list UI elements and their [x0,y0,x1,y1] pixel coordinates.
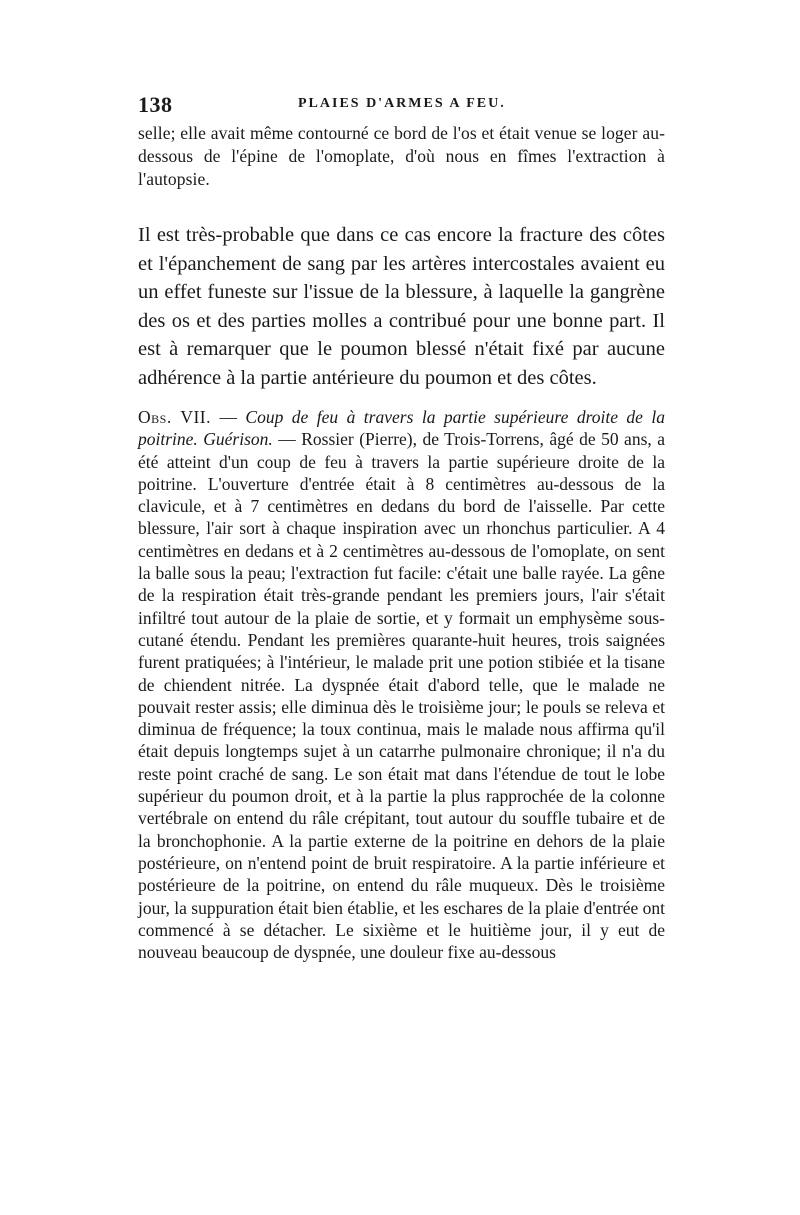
paragraph-commentary: Il est très-probable que dans ce cas encore la fracture des côtes et l'épanchement de sang par les artères intercostales avaient eu un effet funeste sur l'issue de la blessure, à laquelle la gangrène des os et des parties molles a contribué pour une bonne part. Il est à remarquer que le poumon blessé n'était fixé par aucune adhérence à la partie antérieure du poumon et des côtes. [138,224,665,389]
observation-dash: — [272,429,302,450]
observation-text: Rossier (Pierre), de Trois-Torrens, âgé de 50 ans, a été atteint d'un coup de feu à travers la partie supérieure droite de la poitrine. L'ouverture d'entrée était à 8 centimètres au-dessous de la clavicule, et à 7 centimètres en dedans du bord de l'aisselle. Par cette blessure, l'air sort à chaque inspiration avec un rhonchus particulier. A 4 centimètres en dedans et à 2 centimètres au-dessous de l'omoplate, on sent la balle sous la peau; l'extraction fut facile: c'était une balle rayée. La gêne de la respiration était très-grande pendant les premiers jours, l'air s'était infiltré tout autour de la plaie de sortie, et y formait un emphysème sous-cutané étendu. Pendant les premières quarante-huit heures, trois saignées furent pratiquées; à l'intérieur, le malade prit une potion stibiée et la tisane de chiendent nitrée. La dyspnée était d'abord telle, que le malade ne pouvait rester assis; elle diminua dès le troisième jour; le pouls se releva et diminua de fréquence; la toux continua, mais le malade nous affirma qu'il était depuis longtemps sujet à un catarrhe pulmonaire chronique; il n'a du reste point craché de sang. Le son était mat dans l'étendue de tout le lobe supérieur du poumon droit, et à la partie la plus rapprochée de la colonne vertébrale on entend du râle crépitant, tout autour du souffle tubaire et de la bronchophonie. A la partie externe de la poitrine en dehors de la plaie postérieure, on n'entend point de bruit respiratoire. A la partie inférieure et postérieure de la poitrine, on entend du râle muqueux. Dès le troisième jour, la suppuration était bien établie, et les eschares de la plaie d'entrée ont commencé à se détacher. Le sixième et le huitième jour, il y eut de nouveau beaucoup de dyspnée, une douleur fixe au-dessous [138,429,665,963]
book-page [138,92,665,963]
observation-paragraph [138,406,665,963]
running-head [138,92,665,122]
paragraph-continued: selle; elle avait même contourné ce bord de l'os et était venue se loger au-dessous de l'épine de l'omoplate, d'où nous en fîmes l'extraction à l'autopsie. [138,123,665,189]
observation-title: Coup de feu à travers la partie supérieure droite de la poitrine. Guérison. [138,407,666,450]
observation-dash: — [211,407,246,427]
observation-label: Obs. VII. [138,407,211,427]
page-number: 138 [138,92,173,117]
running-title: PLAIES D'ARMES A FEU. [298,96,506,111]
